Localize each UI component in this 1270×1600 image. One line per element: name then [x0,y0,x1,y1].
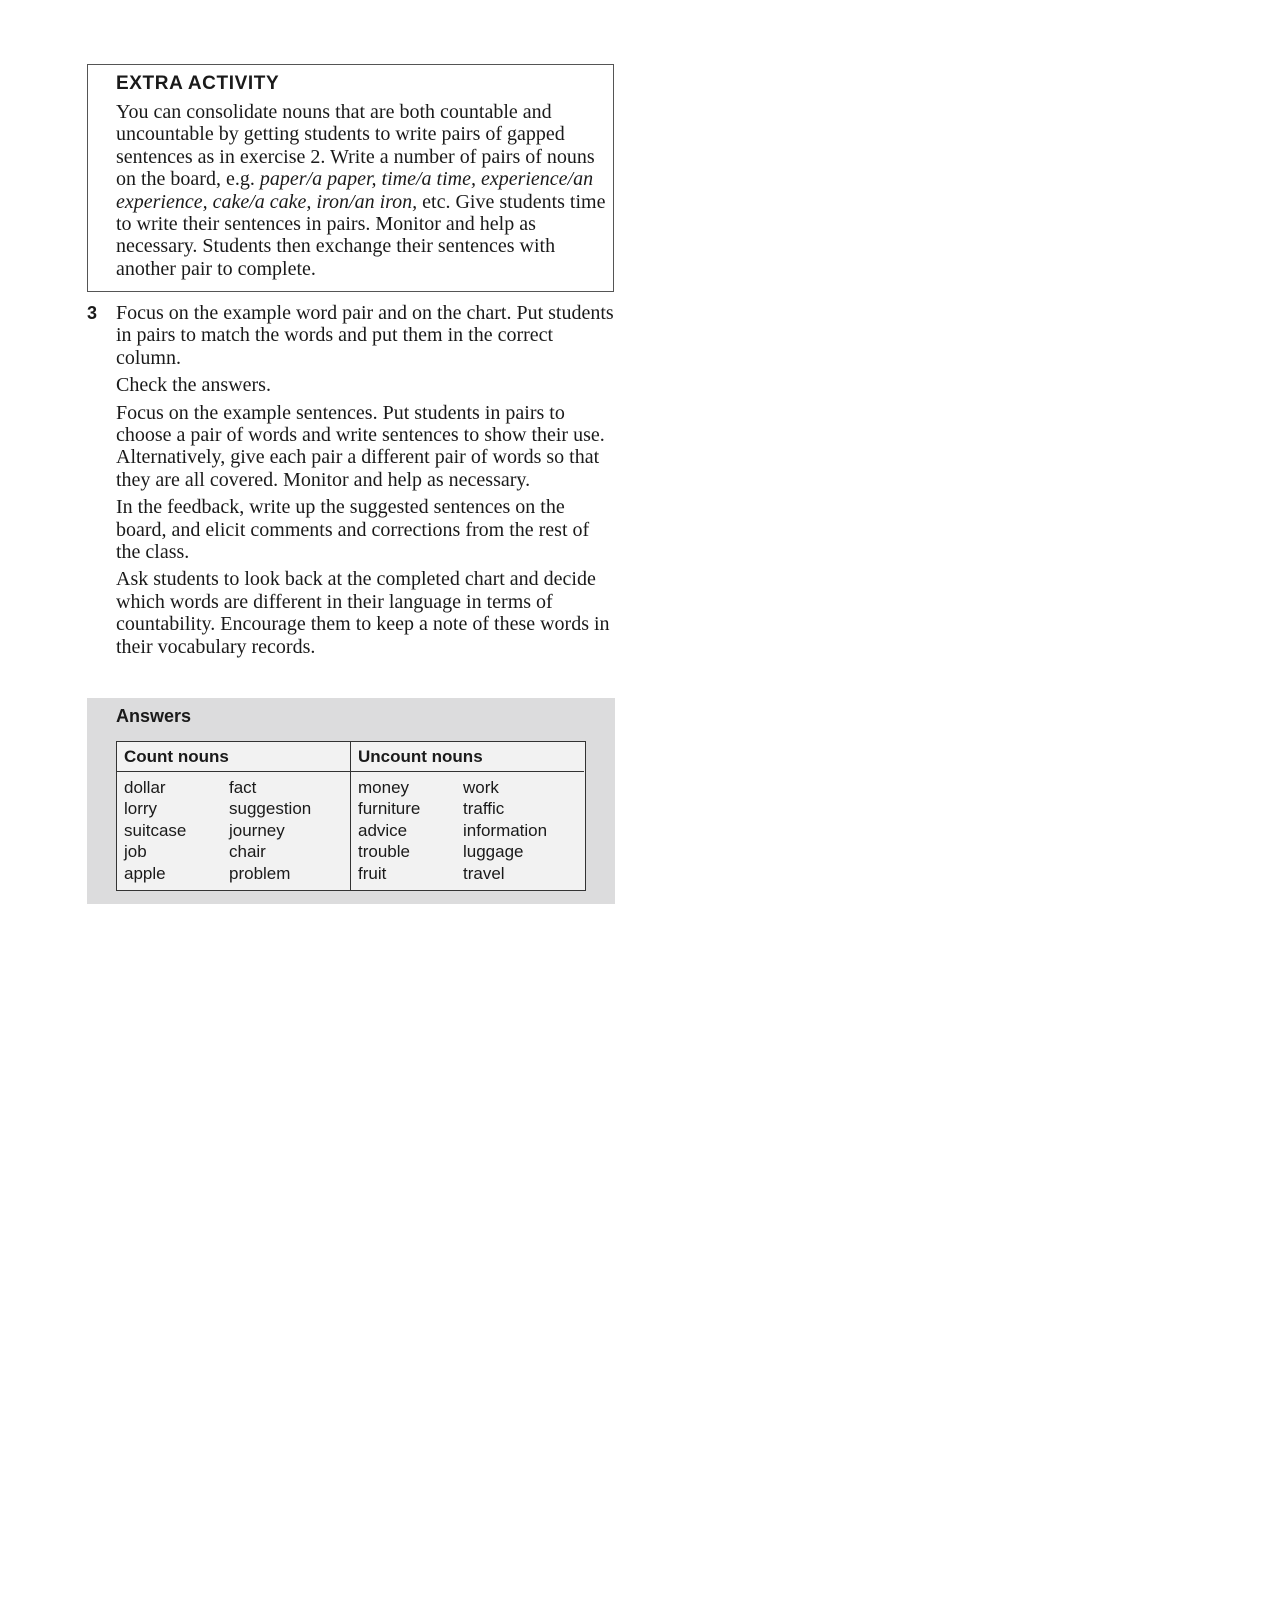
uncount-nouns-list-1 [358,777,420,884]
uncount-nouns-header: Uncount nouns [351,742,584,772]
list-item: furniture [358,799,421,819]
count-nouns-list-2 [229,777,311,884]
list-item: apple [124,863,166,883]
list-item: work [463,778,499,797]
list-item: journey [229,820,285,840]
list-item: advice [358,820,408,840]
uncount-nouns-list-2 [463,777,547,884]
extra-activity-body [116,101,606,280]
exercise-3-paragraphs [116,302,616,663]
list-item: suggestion [229,799,312,819]
list-item: information [463,820,548,840]
list-item: luggage [463,842,524,862]
list-item: job [124,842,147,862]
extra-activity-intro: You can consolidate nouns that are both countable and uncountable by getting students to write pairs of gapped sentences as in exercise 2. Write a number of pairs of nouns on the board, e.g. [116,101,595,191]
list-item: problem [229,863,291,883]
exercise-paragraph: In the feedback, write up the suggested sentences on the board, and elicit comments and corrections from the rest of the class. [116,496,590,564]
list-item: trouble [358,842,410,862]
count-nouns-header: Count nouns [117,742,350,772]
answers-title: Answers [116,706,192,726]
list-item: lorry [124,799,158,819]
exercise-paragraph: Focus on the example sentences. Put students in pairs to choose a pair of words and write sentences to show their use. Alternatively, give each pair a different pair of words so that they are all covered. Monitor and help as necessary. [116,401,605,491]
exercise-paragraph: Focus on the example word pair and on the chart. Put students in pairs to match the words and put them in the correct column. [116,302,614,369]
list-item: dollar [124,778,166,797]
extra-activity-examples: paper/a paper, time/a time, experience/an experience, cake/a cake, iron/an iron, [116,168,594,213]
exercise-number: 3 [87,303,98,323]
extra-activity-title: EXTRA ACTIVITY [116,73,280,94]
list-item: fact [229,778,257,797]
count-nouns-column [117,742,351,890]
extra-activity-outro: etc. Give students time to write their sentences in pairs. Monitor and help as necessary. Students then exchange their sentences with another pair to complete. [116,190,606,280]
list-item: travel [463,863,505,883]
count-nouns-list-1 [124,777,186,884]
list-item: traffic [463,799,505,819]
exercise-paragraph: Check the answers. [116,374,271,397]
uncount-nouns-column [351,742,584,890]
answers-panel [87,698,615,904]
answers-table [116,741,586,891]
list-item: fruit [358,863,387,883]
list-item: suitcase [124,820,187,840]
exercise-paragraph: Ask students to look back at the completed chart and decide which words are different in their language in terms of countability. Encourage them to keep a note of these words in their vocabulary records. [116,568,610,658]
extra-activity-box [87,64,614,292]
list-item: chair [229,842,266,862]
list-item: money [358,778,410,797]
